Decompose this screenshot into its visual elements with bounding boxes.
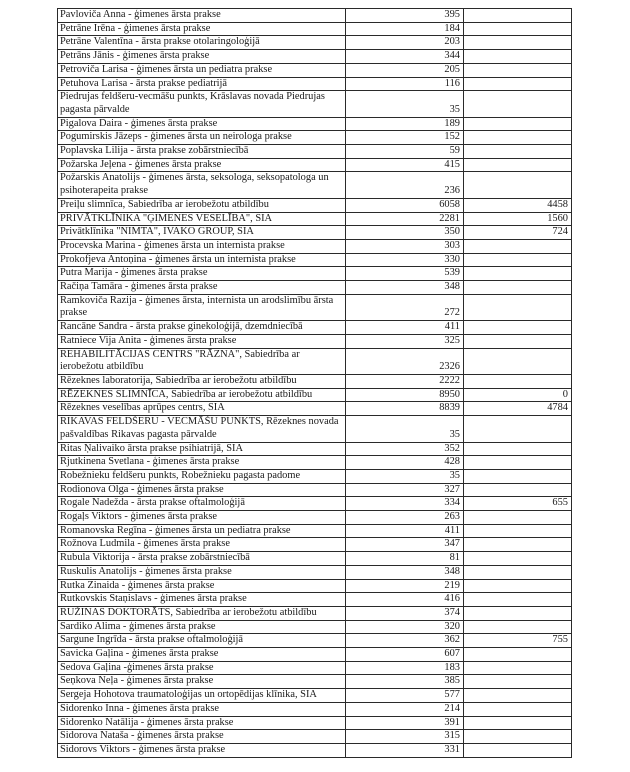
row-second-value-cell — [464, 281, 572, 295]
row-second-value-cell — [464, 620, 572, 634]
row-value-cell: 320 — [346, 620, 464, 634]
table-row — [58, 716, 572, 730]
table-row — [58, 145, 572, 159]
row-second-value-cell — [464, 469, 572, 483]
row-name-cell: Savicka Gaļina - ģimenes ārsta prakse — [58, 648, 346, 662]
row-name-cell: Petrāne Irēna - ģimenes ārsta prakse — [58, 22, 346, 36]
row-value-cell: 325 — [346, 334, 464, 348]
row-second-value-cell: 0 — [464, 388, 572, 402]
row-second-value-cell — [464, 253, 572, 267]
row-second-value-cell — [464, 172, 572, 198]
row-second-value-cell: 1560 — [464, 212, 572, 226]
table-row — [58, 117, 572, 131]
row-value-cell: 331 — [346, 743, 464, 757]
row-value-cell: 184 — [346, 22, 464, 36]
row-second-value-cell: 755 — [464, 634, 572, 648]
row-second-value-cell — [464, 36, 572, 50]
row-value-cell: 415 — [346, 158, 464, 172]
row-second-value-cell — [464, 91, 572, 117]
row-second-value-cell — [464, 22, 572, 36]
row-value-cell: 203 — [346, 36, 464, 50]
table-row — [58, 198, 572, 212]
row-second-value-cell — [464, 416, 572, 442]
row-name-cell: Preiļu slimnīca, Sabiedrība ar ierobežotu atbildību — [58, 198, 346, 212]
table-row — [58, 212, 572, 226]
row-value-cell: 334 — [346, 497, 464, 511]
row-name-cell: Rubula Viktorija - ārsta prakse zobārstniecībā — [58, 552, 346, 566]
row-value-cell: 263 — [346, 511, 464, 525]
row-value-cell: 350 — [346, 226, 464, 240]
table-row — [58, 702, 572, 716]
row-second-value-cell — [464, 483, 572, 497]
row-second-value-cell: 4784 — [464, 402, 572, 416]
row-second-value-cell — [464, 730, 572, 744]
table-row — [58, 131, 572, 145]
row-value-cell: 35 — [346, 91, 464, 117]
row-second-value-cell — [464, 456, 572, 470]
row-second-value-cell — [464, 606, 572, 620]
row-second-value-cell: 724 — [464, 226, 572, 240]
table-row — [58, 267, 572, 281]
data-table — [57, 8, 572, 758]
row-name-cell: Rēzeknes veselības aprūpes centrs, SIA — [58, 402, 346, 416]
row-value-cell: 416 — [346, 593, 464, 607]
row-name-cell: Pogumirskis Jāzeps - ģimenes ārsta un neirologa prakse — [58, 131, 346, 145]
table-row — [58, 730, 572, 744]
table-row — [58, 22, 572, 36]
table-row — [58, 524, 572, 538]
row-second-value-cell — [464, 334, 572, 348]
row-name-cell: Sargune Ingrīda - ārsta prakse oftalmoloģijā — [58, 634, 346, 648]
row-value-cell: 428 — [346, 456, 464, 470]
row-name-cell: Sedova Gaļina -ģimenes ārsta prakse — [58, 661, 346, 675]
row-value-cell: 272 — [346, 294, 464, 320]
row-value-cell: 577 — [346, 689, 464, 703]
row-second-value-cell — [464, 648, 572, 662]
row-second-value-cell — [464, 565, 572, 579]
table-row — [58, 620, 572, 634]
row-value-cell: 35 — [346, 416, 464, 442]
row-name-cell: Rodionova Olga - ģimenes ārsta prakse — [58, 483, 346, 497]
row-value-cell: 348 — [346, 281, 464, 295]
row-name-cell: Pigalova Daira - ģimenes ārsta prakse — [58, 117, 346, 131]
row-value-cell: 362 — [346, 634, 464, 648]
table-row — [58, 483, 572, 497]
row-name-cell: Procevska Marina - ģimenes ārsta un internista prakse — [58, 239, 346, 253]
row-name-cell: Sardiko Alima - ģimenes ārsta prakse — [58, 620, 346, 634]
row-second-value-cell — [464, 117, 572, 131]
row-name-cell: Petrāne Valentīna - ārsta prakse otolaringoloģijā — [58, 36, 346, 50]
table-row — [58, 675, 572, 689]
row-value-cell: 2222 — [346, 374, 464, 388]
row-value-cell: 411 — [346, 321, 464, 335]
row-value-cell: 374 — [346, 606, 464, 620]
row-second-value-cell — [464, 294, 572, 320]
row-second-value-cell — [464, 593, 572, 607]
row-name-cell: Sergeja Hohotova traumatoloģijas un ortopēdijas klīnika, SIA — [58, 689, 346, 703]
table-row — [58, 743, 572, 757]
table-row — [58, 416, 572, 442]
row-name-cell: PRIVĀTKLĪNIKA "ĢIMENES VESELĪBA", SIA — [58, 212, 346, 226]
row-name-cell: Rogaļs Viktors - ģimenes ārsta prakse — [58, 511, 346, 525]
row-value-cell: 8839 — [346, 402, 464, 416]
row-name-cell: Ritas Ņalivaiko ārsta prakse psihiatrijā, SIA — [58, 442, 346, 456]
row-name-cell: Piedrujas feldšeru-vecmāšu punkts, Krāslavas novada Piedrujas pagasta pārvalde — [58, 91, 346, 117]
table-row — [58, 606, 572, 620]
row-second-value-cell — [464, 77, 572, 91]
row-name-cell: Seņkova Neļa - ģimenes ārsta prakse — [58, 675, 346, 689]
row-name-cell: Rancāne Sandra - ārsta prakse ginekoloģijā, dzemdniecībā — [58, 321, 346, 335]
row-second-value-cell — [464, 239, 572, 253]
row-second-value-cell — [464, 675, 572, 689]
row-name-cell: Petroviča Larisa - ģimenes ārsta un pediatra prakse — [58, 63, 346, 77]
row-value-cell: 327 — [346, 483, 464, 497]
table-row — [58, 348, 572, 374]
row-second-value-cell — [464, 442, 572, 456]
row-value-cell: 205 — [346, 63, 464, 77]
row-second-value-cell — [464, 552, 572, 566]
table-row — [58, 334, 572, 348]
row-name-cell: Rjutkinena Svetlana - ģimenes ārsta prakse — [58, 456, 346, 470]
table-row — [58, 158, 572, 172]
table-row — [58, 239, 572, 253]
table-row — [58, 634, 572, 648]
row-second-value-cell — [464, 374, 572, 388]
row-value-cell: 183 — [346, 661, 464, 675]
row-second-value-cell — [464, 158, 572, 172]
row-name-cell: Sidorovs Viktors - ģimenes ārsta prakse — [58, 743, 346, 757]
row-name-cell: Požarskis Anatolijs - ģimenes ārsta, seksologa, seksopatologa un psihoterapeita prakse — [58, 172, 346, 198]
row-name-cell: Pavloviča Anna - ģimenes ārsta prakse — [58, 9, 346, 23]
table-row — [58, 442, 572, 456]
row-value-cell: 395 — [346, 9, 464, 23]
table-row — [58, 77, 572, 91]
table-row — [58, 469, 572, 483]
row-value-cell: 352 — [346, 442, 464, 456]
table-row — [58, 36, 572, 50]
table-row — [58, 91, 572, 117]
row-second-value-cell — [464, 538, 572, 552]
row-second-value-cell — [464, 743, 572, 757]
row-value-cell: 347 — [346, 538, 464, 552]
table-row — [58, 497, 572, 511]
table-row — [58, 565, 572, 579]
row-value-cell: 344 — [346, 50, 464, 64]
row-value-cell: 8950 — [346, 388, 464, 402]
row-value-cell: 59 — [346, 145, 464, 159]
table-row — [58, 593, 572, 607]
row-second-value-cell — [464, 702, 572, 716]
row-second-value-cell — [464, 348, 572, 374]
table-row — [58, 552, 572, 566]
row-second-value-cell — [464, 524, 572, 538]
table-row — [58, 63, 572, 77]
row-name-cell: RĒZEKNES SLIMNĪCA, Sabiedrība ar ierobežotu atbildību — [58, 388, 346, 402]
row-value-cell: 116 — [346, 77, 464, 91]
table-row — [58, 511, 572, 525]
table-row — [58, 579, 572, 593]
row-name-cell: Ramkoviča Razija - ģimenes ārsta, internista un arodslimību ārsta prakse — [58, 294, 346, 320]
table-row — [58, 661, 572, 675]
row-second-value-cell — [464, 9, 572, 23]
row-name-cell: Romanovska Regīna - ģimenes ārsta un pediatra prakse — [58, 524, 346, 538]
row-name-cell: Rutka Zinaida - ģimenes ārsta prakse — [58, 579, 346, 593]
row-value-cell: 214 — [346, 702, 464, 716]
row-name-cell: Rutkovskis Staņislavs - ģimenes ārsta prakse — [58, 593, 346, 607]
row-value-cell: 348 — [346, 565, 464, 579]
row-second-value-cell — [464, 579, 572, 593]
row-name-cell: RUŽINAS DOKTORĀTS, Sabiedrība ar ierobežotu atbildību — [58, 606, 346, 620]
table-row — [58, 689, 572, 703]
row-value-cell: 607 — [346, 648, 464, 662]
table-row — [58, 388, 572, 402]
row-value-cell: 330 — [346, 253, 464, 267]
table-body — [58, 9, 572, 758]
row-name-cell: Prokofjeva Antoņina - ģimenes ārsta un internista prakse — [58, 253, 346, 267]
row-value-cell: 81 — [346, 552, 464, 566]
table-row — [58, 456, 572, 470]
table-row — [58, 50, 572, 64]
table-row — [58, 9, 572, 23]
row-value-cell: 35 — [346, 469, 464, 483]
row-second-value-cell — [464, 689, 572, 703]
row-second-value-cell: 4458 — [464, 198, 572, 212]
row-name-cell: Privātklīnika "NIMTA", IVAKO GROUP, SIA — [58, 226, 346, 240]
row-name-cell: Sidorova Nataša - ģimenes ārsta prakse — [58, 730, 346, 744]
row-second-value-cell — [464, 63, 572, 77]
row-value-cell: 189 — [346, 117, 464, 131]
row-second-value-cell — [464, 321, 572, 335]
row-name-cell: Poplavska Lilija - ārsta prakse zobārstniecībā — [58, 145, 346, 159]
row-name-cell: Putra Marija - ģimenes ārsta prakse — [58, 267, 346, 281]
row-value-cell: 303 — [346, 239, 464, 253]
row-value-cell: 219 — [346, 579, 464, 593]
table-row — [58, 321, 572, 335]
row-name-cell: RIKAVAS FELDŠERU - VECMĀŠU PUNKTS, Rēzeknes novada pašvaldības Rikavas pagasta pārvalde — [58, 416, 346, 442]
row-name-cell: REHABILITĀCIJAS CENTRS "RĀZNA", Sabiedrība ar ierobežotu atbildību — [58, 348, 346, 374]
row-second-value-cell — [464, 131, 572, 145]
table-row — [58, 538, 572, 552]
row-value-cell: 315 — [346, 730, 464, 744]
row-name-cell: Rožnova Ludmila - ģimenes ārsta prakse — [58, 538, 346, 552]
table-row — [58, 281, 572, 295]
row-value-cell: 236 — [346, 172, 464, 198]
row-second-value-cell — [464, 267, 572, 281]
row-name-cell: Petrāns Jānis - ģimenes ārsta prakse — [58, 50, 346, 64]
table-row — [58, 374, 572, 388]
row-name-cell: Ruskulis Anatolijs - ģimenes ārsta prakse — [58, 565, 346, 579]
table-row — [58, 226, 572, 240]
row-second-value-cell — [464, 661, 572, 675]
row-name-cell: Račiņa Tamāra - ģimenes ārsta prakse — [58, 281, 346, 295]
row-name-cell: Požarska Jeļena - ģimenes ārsta prakse — [58, 158, 346, 172]
row-value-cell: 152 — [346, 131, 464, 145]
row-name-cell: Petuhova Larisa - ārsta prakse pediatrijā — [58, 77, 346, 91]
table-row — [58, 253, 572, 267]
row-value-cell: 539 — [346, 267, 464, 281]
table-row — [58, 294, 572, 320]
row-second-value-cell — [464, 511, 572, 525]
row-name-cell: Sidorenko Inna - ģimenes ārsta prakse — [58, 702, 346, 716]
table-row — [58, 648, 572, 662]
row-value-cell: 2281 — [346, 212, 464, 226]
row-value-cell: 6058 — [346, 198, 464, 212]
row-value-cell: 391 — [346, 716, 464, 730]
row-value-cell: 411 — [346, 524, 464, 538]
row-name-cell: Rogale Nadežda - ārsta prakse oftalmoloģijā — [58, 497, 346, 511]
row-second-value-cell — [464, 145, 572, 159]
table-row — [58, 172, 572, 198]
row-second-value-cell — [464, 50, 572, 64]
row-name-cell: Rēzeknes laboratorija, Sabiedrība ar ierobežotu atbildību — [58, 374, 346, 388]
row-value-cell: 385 — [346, 675, 464, 689]
row-second-value-cell — [464, 716, 572, 730]
row-name-cell: Robežnieku feldšeru punkts, Robežnieku pagasta padome — [58, 469, 346, 483]
row-name-cell: Ratniece Vija Anita - ģimenes ārsta prakse — [58, 334, 346, 348]
row-value-cell: 2326 — [346, 348, 464, 374]
row-name-cell: Sidorenko Natālija - ģimenes ārsta prakse — [58, 716, 346, 730]
row-second-value-cell: 655 — [464, 497, 572, 511]
table-row — [58, 402, 572, 416]
